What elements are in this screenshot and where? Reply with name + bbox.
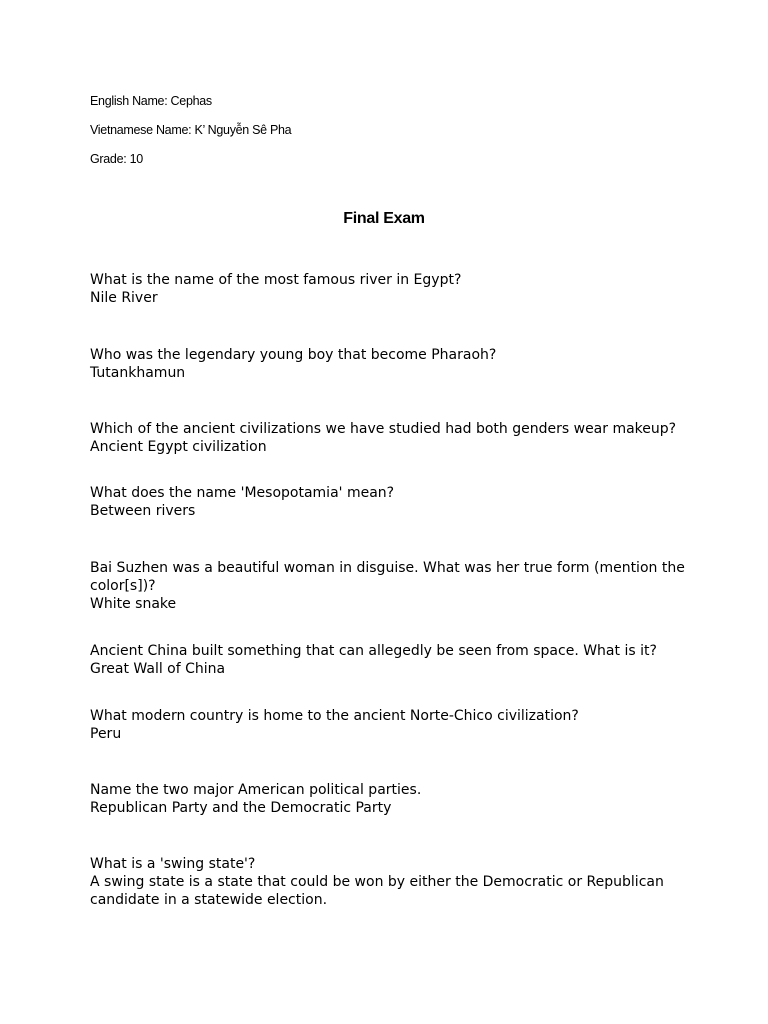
- question-block-5: [90, 559, 690, 614]
- answer-text: Peru: [90, 726, 122, 743]
- page-title: Final Exam: [343, 210, 425, 227]
- answer-text: Between rivers: [90, 503, 196, 520]
- english-name: English Name: Cephas: [90, 94, 212, 108]
- question-text: Bai Suzhen was a beautiful woman in disguise. What was her true form (mention the color[s])?: [90, 560, 685, 595]
- grade: Grade: 10: [90, 152, 143, 166]
- question-text: Ancient China built something that can allegedly be seen from space. What is it?: [90, 643, 657, 659]
- question-block-4: [90, 484, 690, 520]
- question-block-8: [90, 781, 690, 817]
- question-text: What is the name of the most famous river in Egypt?: [90, 272, 462, 288]
- question-text: What modern country is home to the ancient Norte-Chico civilization?: [90, 708, 579, 724]
- answer-text: A swing state is a state that could be won by either the Democratic or Republican candidate in a statewide election.: [90, 874, 664, 909]
- answer-text: Nile River: [90, 290, 158, 307]
- question-text: Which of the ancient civilizations we have studied had both genders wear makeup?: [90, 421, 677, 437]
- answer-text: Great Wall of China: [90, 661, 226, 678]
- question-text: Name the two major American political parties.: [90, 782, 422, 798]
- question-text: What does the name 'Mesopotamia' mean?: [90, 485, 395, 501]
- question-text: Who was the legendary young boy that become Pharaoh?: [90, 347, 497, 363]
- question-block-7: [90, 707, 690, 743]
- question-block-2: [90, 346, 690, 382]
- answer-text: Tutankhamun: [90, 365, 186, 382]
- answer-text: White snake: [90, 596, 177, 613]
- question-block-9: [90, 855, 690, 910]
- answer-text: Republican Party and the Democratic Party: [90, 800, 392, 817]
- question-text: What is a 'swing state'?: [90, 856, 256, 872]
- question-block-6: [90, 642, 690, 678]
- question-block-3: [90, 420, 690, 456]
- vietnamese-name: Vietnamese Name: K’ Nguyễn Sê Pha: [90, 123, 292, 137]
- question-block-1: [90, 271, 690, 307]
- answer-text: Ancient Egypt civilization: [90, 439, 267, 456]
